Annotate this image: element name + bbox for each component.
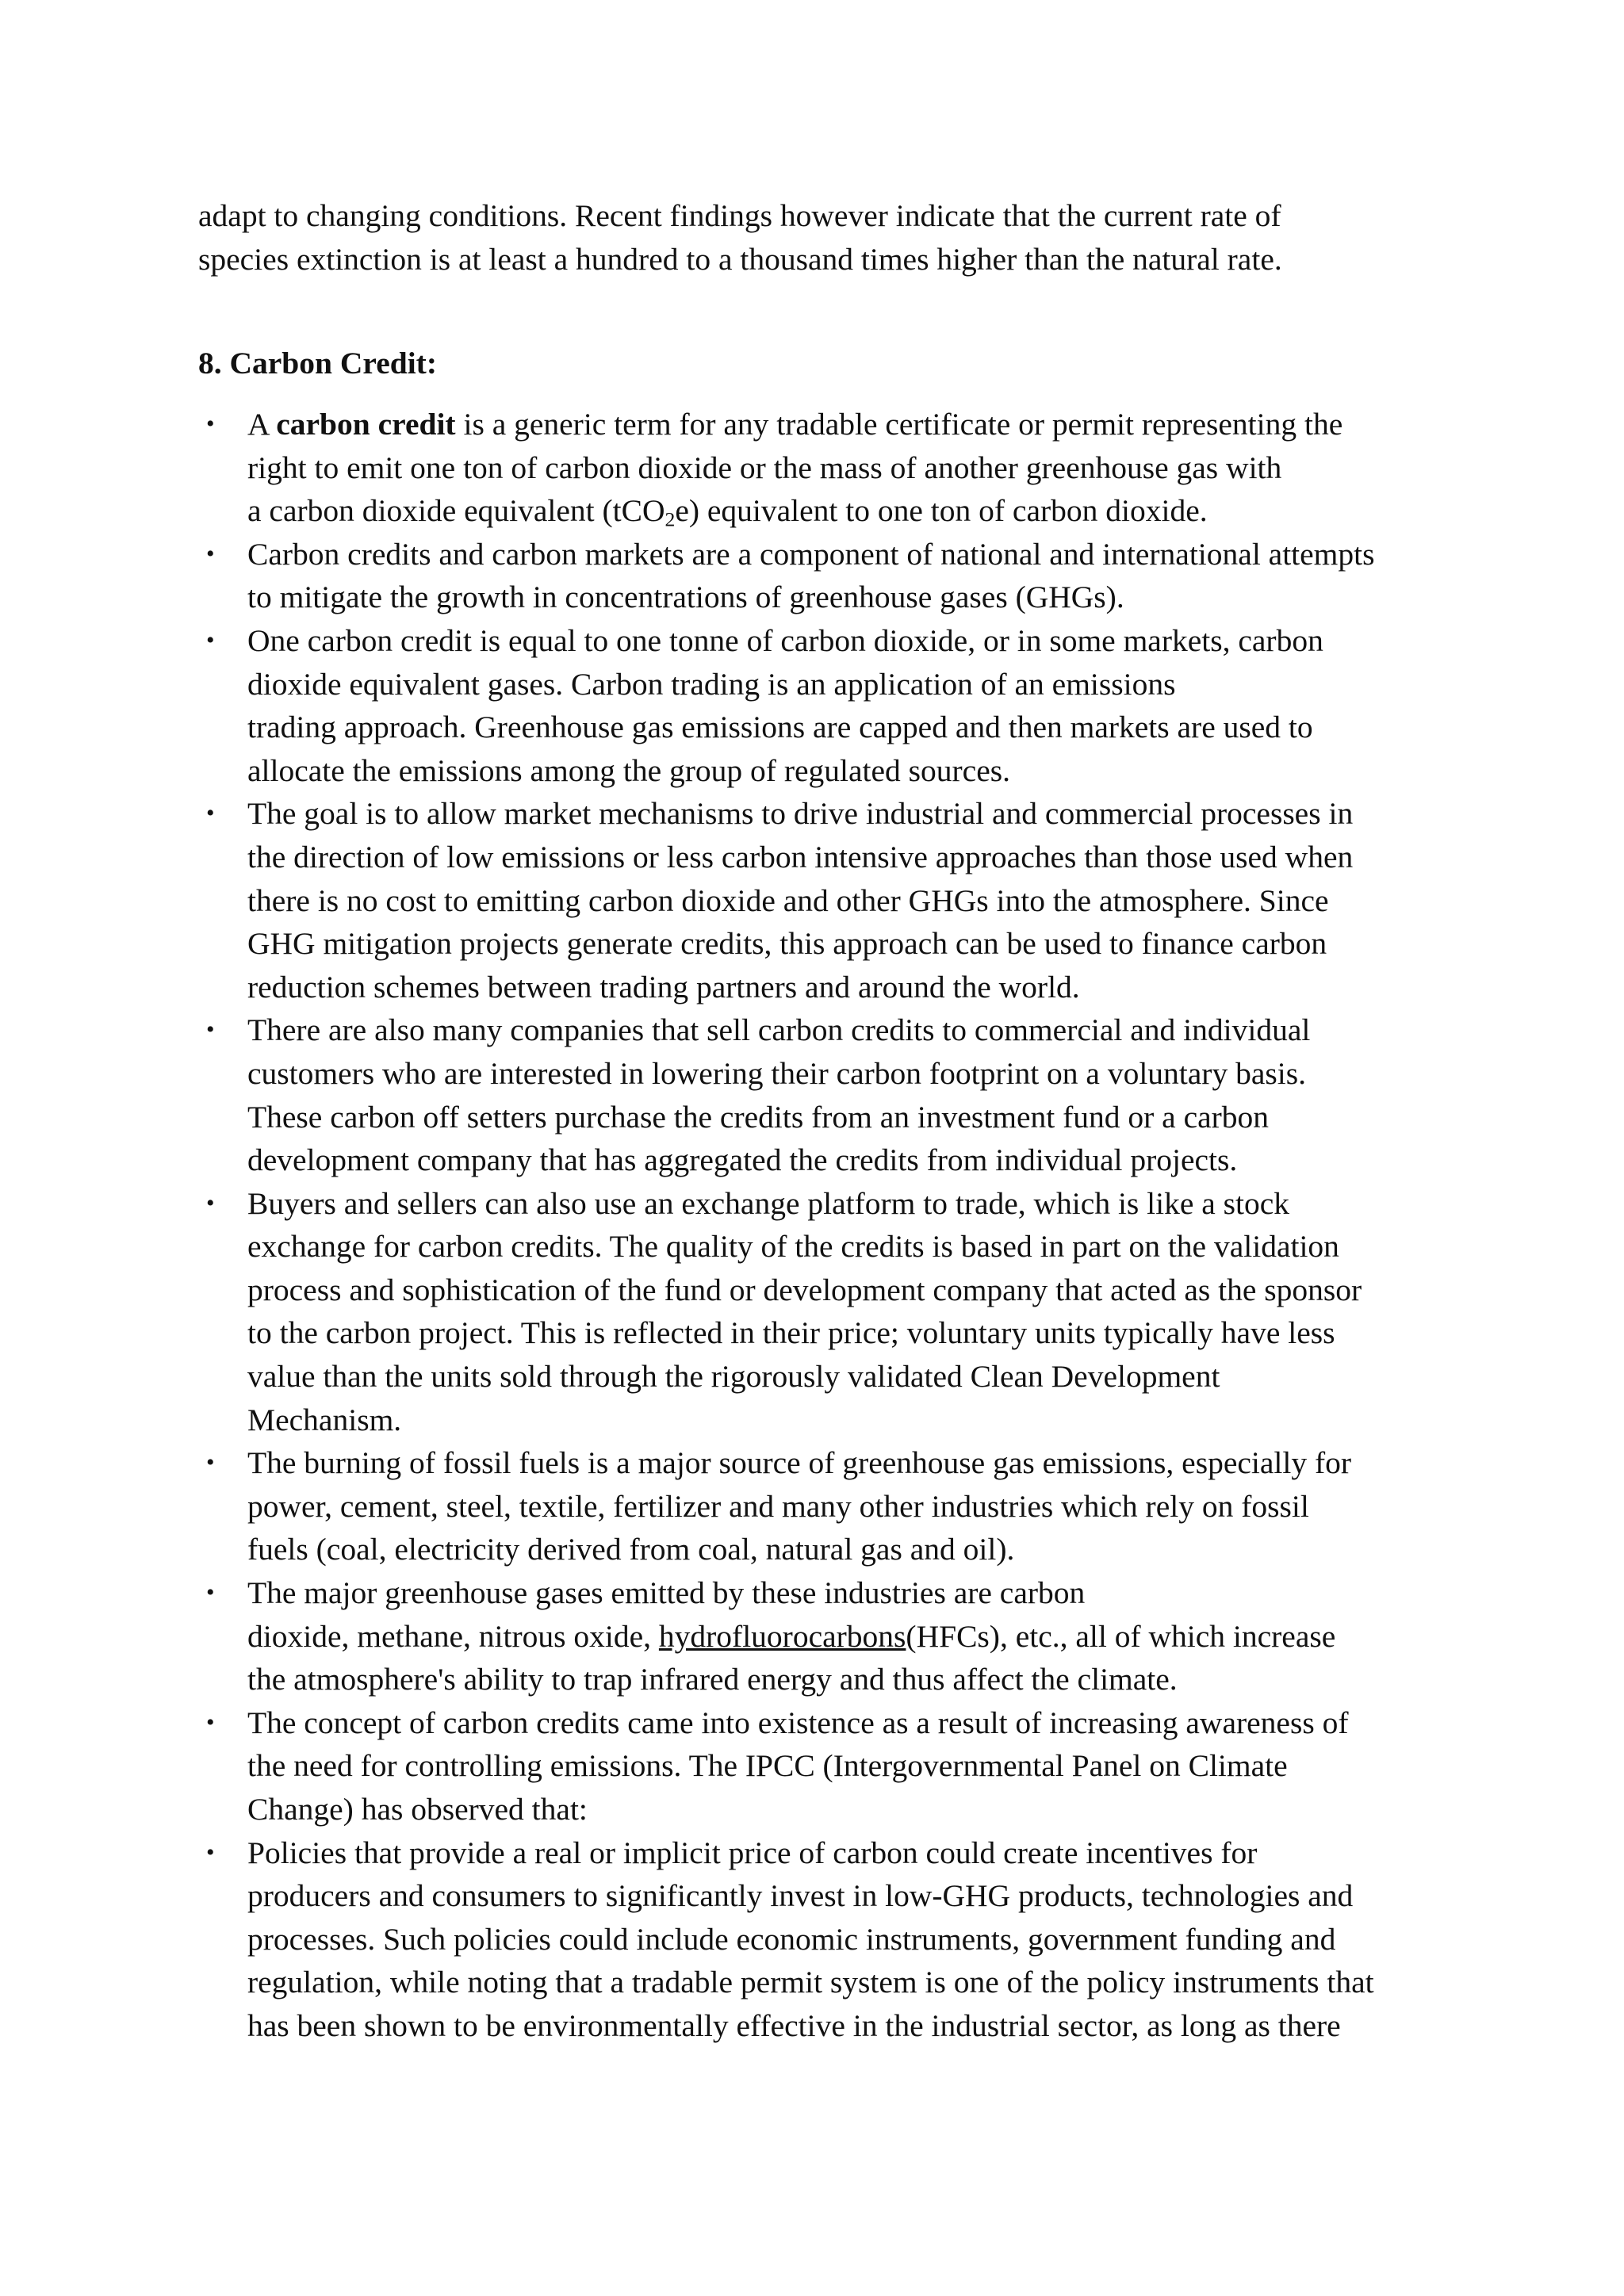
carbon-credit-bullet-list — [198, 403, 1451, 2048]
section-heading: 8. Carbon Credit: — [198, 346, 437, 381]
bullet-icon: • — [206, 411, 215, 437]
bullet-body: The major greenhouse gases emitted by these industries are carbon dioxide, methane, nitrous oxide, — [247, 1575, 1086, 1654]
intro-line-2: species extinction is at least a hundred to a thousand times higher than the natural rate. — [198, 241, 1282, 277]
list-item — [198, 792, 1451, 1008]
bullet-icon: • — [206, 540, 215, 567]
subscript: 2 — [665, 507, 676, 531]
list-item — [198, 619, 1451, 792]
list-item — [198, 1441, 1451, 1571]
bullet-icon: • — [206, 1579, 215, 1606]
bullet-text: Policies that provide a real or implicit price of carbon could create incentives for producers and consumers to significantly invest in low-GHG products, technologies and processes. Such policies could include economic instruments, government funding and regulation, while noting that a tradable permit system is one of the policy instruments that has been shown to be environmentally effective in the industrial sector, as long as there — [247, 1835, 1374, 2043]
bullet-text: The concept of carbon credits came into existence as a result of increasing awareness of the need for controlling emissions. The IPCC (Intergovernmental Panel on Climate Change) has observed that: — [247, 1705, 1349, 1827]
hydrofluorocarbons-link[interactable]: hydrofluorocarbons — [658, 1618, 906, 1654]
bullet-prefix: A — [247, 407, 277, 442]
bullet-text: One carbon credit is equal to one tonne of carbon dioxide, or in some markets, carbon dioxide equivalent gases. Carbon trading is an application of an emissions trading approach. Greenhouse gas emissions are capped and then markets are used to allocate the emissions among the group of regulated sources. — [247, 622, 1323, 788]
bullet-icon: • — [206, 800, 215, 827]
intro-paragraph — [198, 194, 1451, 281]
bullet-text: Carbon credits and carbon markets are a component of national and international attempts to mitigate the growth in concentrations of greenhouse gases (GHGs). — [247, 536, 1375, 615]
bullet-text — [247, 1571, 1451, 1701]
list-item — [198, 1571, 1451, 1701]
bullet-body: is a generic term for any tradable certificate or permit representing the right to emit one ton of carbon dioxide or the mass of another greenhouse gas with a carbon dioxide equivalent (tCO — [247, 407, 1343, 529]
list-item — [198, 403, 1451, 533]
bullet-text — [247, 403, 1451, 533]
list-item — [198, 1701, 1451, 1831]
bullet-text: Buyers and sellers can also use an exchange platform to trade, which is like a stock exchange for carbon credits. The quality of the credits is based in part on the validation process and sophistication of the fund or development company that acted as the sponsor to the carbon project. This is reflected in their price; voluntary units typically have less value than the units sold through the rigorously validated Clean Development Mechanism. — [247, 1185, 1362, 1437]
list-item — [198, 1831, 1451, 2048]
bullet-text: The goal is to allow market mechanisms to drive industrial and commercial processes in the direction of low emissions or less carbon intensive approaches than those used when there is no cost to emitting carbon dioxide and other GHGs into the atmosphere. Since GHG mitigation projects generate credits, this approach can be used to finance carbon reduction schemes between trading partners and around the world. — [247, 796, 1354, 1004]
list-item — [198, 1182, 1451, 1442]
bullet-tail: (HFCs), etc., all of which increase the atmosphere's ability to trap infrared energy and thus affect the climate. — [247, 1618, 1336, 1697]
bullet-icon: • — [206, 1709, 215, 1735]
intro-line-1: adapt to changing conditions. Recent findings however indicate that the current rate of — [198, 198, 1281, 233]
bold-term: carbon credit — [276, 407, 456, 442]
list-item — [198, 533, 1451, 619]
bullet-icon: • — [206, 1016, 215, 1043]
bullet-icon: • — [206, 1189, 215, 1216]
bullet-text: The burning of fossil fuels is a major source of greenhouse gas emissions, especially for power, cement, steel, textile, fertilizer and many other industries which rely on fossil fuels (coal, electricity derived from coal, natural gas and oil). — [247, 1445, 1352, 1567]
bullet-icon: • — [206, 626, 215, 653]
bullet-icon: • — [206, 1839, 215, 1866]
list-item — [198, 1008, 1451, 1181]
bullet-text: There are also many companies that sell carbon credits to commercial and individual customers who are interested in lowering their carbon footprint on a voluntary basis. These carbon off setters purchase the credits from an investment fund or a carbon development company that has aggregated the credits from individual projects. — [247, 1012, 1311, 1178]
bullet-icon: • — [206, 1449, 215, 1476]
bullet-tail: e) equivalent to one ton of carbon dioxide. — [675, 493, 1208, 529]
